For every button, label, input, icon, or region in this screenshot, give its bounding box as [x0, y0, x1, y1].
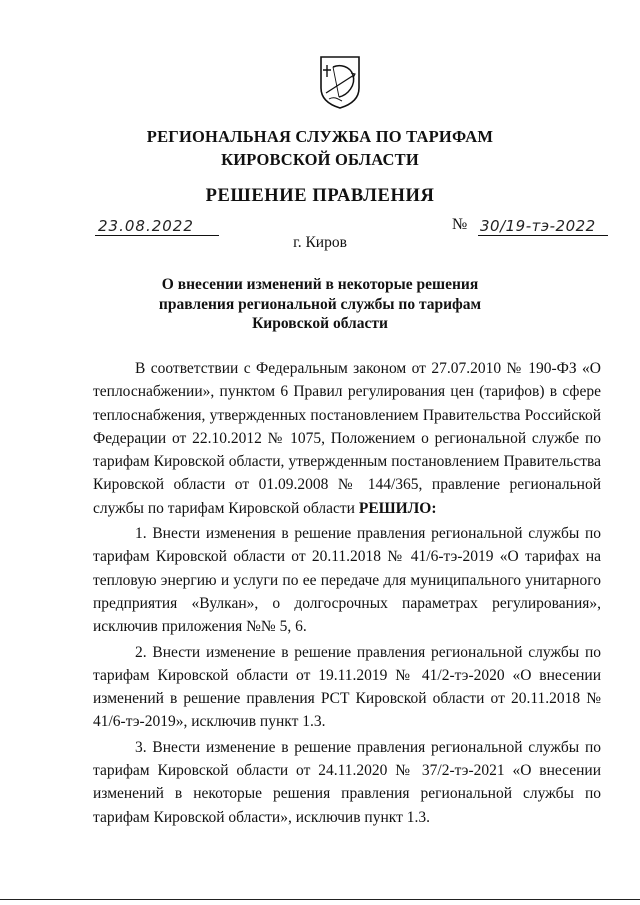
number-sign: №: [452, 216, 468, 233]
coat-of-arms-emblem: [318, 55, 362, 109]
document-body: [93, 357, 601, 829]
handwritten-date: 23.08.2022: [98, 217, 194, 235]
handwritten-number: 30/19-тэ-2022: [480, 217, 596, 235]
organization-name-line2: КИРОВСКОЙ ОБЛАСТИ: [221, 150, 419, 169]
decision-number: [452, 216, 612, 236]
city-label: г. Киров: [293, 234, 347, 251]
preamble-text: В соответствии с Федеральным законом от 27.07.2010 № 190-ФЗ «О теплоснабжении», пунктом 6 Правил регулирования цен (тарифов) в сфере теплоснабжения, утвержденных постановлением Правительства Российской Федерации от 22.10.2012 № 1075, Положением о региональной службе по тарифам Кировской области, утвержденным постановлением Правительства Кировской области от 01.09.2008 № 144/365, правление региональной службы по тарифам Кировской области: [93, 360, 601, 517]
subject-line2: правления региональной службы по тарифам: [158, 296, 482, 313]
item-3-paragraph: 3. Внести изменение в решение правления региональной службы по тарифам Кировской области от 24.11.2020 № 37/2-тэ-2021 «О внесении изменений в некоторые решения правления региональной службы по тарифам Кировской области», исключив пункт 1.3.: [93, 738, 601, 826]
preamble-paragraph: [93, 357, 601, 520]
page-bottom-border: [0, 899, 640, 900]
decision-title: РЕШЕНИЕ ПРАВЛЕНИЯ: [205, 186, 435, 206]
item-2-paragraph: 2. Внести изменение в решение правления региональной службы по тарифам Кировской области от 19.11.2019 № 41/2-тэ-2020 «О внесении изменений в решение правления РСТ Кировской области от 20.11.2018 № 41/6-тэ-2019», исключив пункт 1.3.: [93, 643, 601, 731]
organization-name-line1: РЕГИОНАЛЬНАЯ СЛУЖБА ПО ТАРИФАМ: [146, 127, 494, 146]
subject-line3: Кировской области: [252, 315, 388, 332]
decided-keyword: РЕШИЛО:: [358, 499, 437, 517]
item-1-paragraph: 1. Внести изменения в решение правления региональной службы по тарифам Кировской области от 20.11.2018 № 41/6-тэ-2019 «О тарифах на тепловую энергию и услуги по ее передаче для муниципального унитарного предприятия «Вулкан», о долгосрочных параметрах регулирования», исключив приложения №№ 5, 6.: [93, 525, 601, 636]
subject-line1: О внесении изменений в некоторые решения: [161, 276, 479, 293]
